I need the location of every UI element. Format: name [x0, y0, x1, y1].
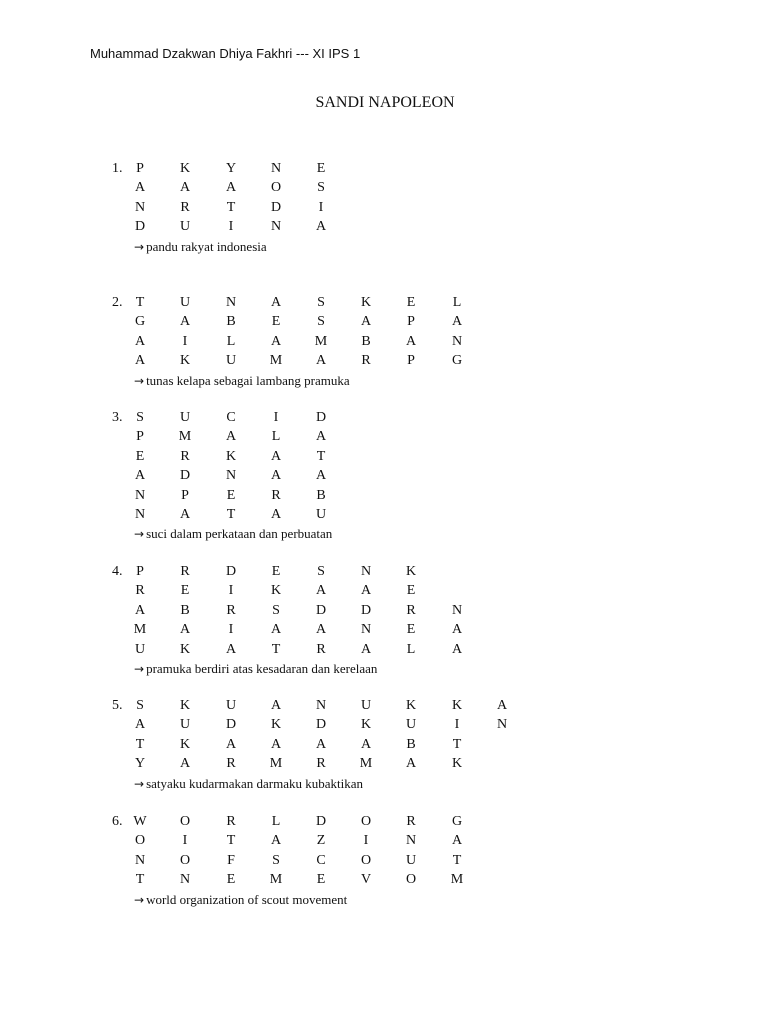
cipher-row	[0, 178, 768, 197]
cipher-row	[0, 312, 768, 331]
cipher-letter: P	[136, 161, 144, 176]
cipher-letter: U	[179, 717, 191, 733]
right-arrow-icon: →	[134, 239, 145, 254]
cipher-row	[0, 851, 768, 870]
cipher-letter: A	[225, 736, 237, 752]
cipher-letter: E	[406, 295, 416, 310]
cipher-row	[0, 447, 768, 466]
cipher-letter: P	[181, 487, 189, 503]
cipher-letter: A	[451, 641, 463, 657]
cipher-letter: A	[134, 333, 146, 349]
cipher-letter: L	[406, 641, 416, 657]
author-line: Muhammad Dzakwan Dhiya Fakhri --- XI IPS 1	[90, 46, 361, 61]
cipher-row	[0, 601, 768, 620]
cipher-letter: A	[179, 507, 191, 522]
cipher-letter: V	[360, 872, 372, 888]
answer-text: pandu rakyat indonesia	[146, 238, 267, 254]
cipher-letter: A	[360, 641, 372, 657]
cipher-letter: T	[135, 736, 145, 752]
cipher-row	[0, 562, 768, 581]
cipher-letter: A	[315, 736, 327, 752]
cipher-letter: A	[360, 583, 372, 599]
cipher-letter: I	[454, 717, 460, 733]
cipher-letter: A	[225, 180, 237, 196]
cipher-letter: O	[405, 872, 417, 888]
answer-text: satyaku kudarmakan darmaku kubaktikan	[146, 775, 364, 791]
cipher-letter: N	[225, 295, 237, 310]
cipher-row	[0, 332, 768, 351]
cipher-letter: K	[405, 698, 417, 713]
cipher-letter: K	[179, 698, 191, 713]
cipher-letter: T	[226, 833, 236, 849]
cipher-letter: A	[315, 583, 327, 599]
cipher-row	[0, 427, 768, 446]
cipher-letter: A	[405, 756, 417, 772]
cipher-letter: E	[271, 314, 281, 330]
cipher-letter: R	[406, 814, 416, 829]
cipher-letter: U	[405, 717, 417, 733]
answer-text: world organization of scout movement	[146, 891, 348, 907]
cipher-letter: R	[180, 448, 190, 464]
decoded-answer	[134, 237, 267, 256]
cipher-row	[0, 293, 768, 312]
cipher-letter: K	[451, 756, 463, 772]
cipher-letter: A	[451, 622, 463, 638]
cipher-letter: N	[134, 199, 146, 215]
cipher-letter: S	[317, 314, 325, 330]
cipher-row	[0, 581, 768, 600]
cipher-letter: A	[179, 622, 191, 638]
cipher-letter: M	[269, 353, 283, 369]
cipher-letter: R	[226, 602, 236, 618]
decoded-answer	[134, 890, 347, 909]
cipher-letter: S	[136, 410, 144, 425]
cipher-letter: A	[270, 468, 282, 484]
cipher-letter: A	[134, 717, 146, 733]
cipher-letter: A	[315, 219, 327, 235]
cipher-letter: K	[179, 161, 191, 176]
cipher-letter: K	[451, 698, 463, 713]
right-arrow-icon: →	[134, 527, 145, 542]
cipher-letter: K	[360, 717, 372, 733]
cipher-letter: T	[452, 736, 462, 752]
cipher-letter: E	[271, 564, 281, 579]
cipher-letter: C	[316, 852, 326, 868]
cipher-letter: K	[179, 641, 191, 657]
cipher-letter: K	[179, 353, 191, 369]
cipher-letter: D	[315, 814, 327, 829]
cipher-letter: E	[316, 161, 326, 176]
cipher-letter: E	[406, 583, 416, 599]
cipher-row	[0, 620, 768, 639]
cipher-letter: N	[179, 872, 191, 888]
cipher-letter: N	[405, 833, 417, 849]
cipher-letter: M	[178, 429, 192, 445]
cipher-letter: S	[272, 602, 280, 618]
cipher-letter: N	[270, 219, 282, 235]
cipher-letter: I	[318, 199, 324, 215]
cipher-letter: G	[451, 353, 463, 369]
cipher-letter: R	[361, 353, 371, 369]
cipher-letter: A	[179, 756, 191, 772]
cipher-row	[0, 715, 768, 734]
cipher-letter: P	[407, 314, 415, 330]
cipher-row	[0, 640, 768, 659]
right-arrow-icon: →	[134, 776, 145, 791]
cipher-letter: D	[134, 219, 146, 235]
cipher-letter: A	[360, 736, 372, 752]
cipher-letter: D	[270, 199, 282, 215]
cipher-letter: S	[272, 852, 280, 868]
cipher-letter: A	[225, 429, 237, 445]
cipher-letter: A	[315, 468, 327, 484]
decoded-answer	[134, 659, 377, 678]
cipher-letter: I	[228, 583, 234, 599]
cipher-letter: E	[406, 622, 416, 638]
cipher-letter: N	[134, 507, 146, 522]
cipher-letter: A	[270, 698, 282, 713]
cipher-letter: U	[315, 507, 327, 522]
cipher-letter: G	[134, 314, 146, 330]
cipher-row	[0, 735, 768, 754]
cipher-letter: I	[182, 333, 188, 349]
answer-text: tunas kelapa sebagai lambang pramuka	[146, 372, 350, 388]
cipher-letter: U	[405, 852, 417, 868]
cipher-letter: R	[180, 199, 190, 215]
cipher-letter: B	[316, 487, 326, 503]
cipher-letter: K	[360, 295, 372, 310]
cipher-letter: Z	[316, 833, 326, 849]
cipher-letter: O	[179, 814, 191, 829]
answer-text: pramuka berdiri atas kesadaran dan kerelaan	[146, 661, 378, 676]
cipher-letter: N	[134, 852, 146, 868]
cipher-row	[0, 217, 768, 236]
cipher-letter: O	[360, 852, 372, 868]
cipher-letter: M	[269, 872, 283, 888]
cipher-row	[0, 466, 768, 485]
puzzle-number: 4.	[112, 564, 123, 579]
cipher-letter: A	[134, 602, 146, 618]
cipher-letter: K	[270, 583, 282, 599]
cipher-letter: L	[452, 295, 462, 310]
cipher-letter: N	[270, 161, 282, 176]
cipher-letter: K	[225, 448, 237, 464]
cipher-letter: A	[315, 622, 327, 638]
right-arrow-icon: →	[134, 892, 145, 907]
right-arrow-icon: →	[134, 662, 145, 676]
cipher-letter: O	[270, 180, 282, 196]
cipher-letter: K	[405, 564, 417, 579]
cipher-letter: M	[133, 622, 147, 638]
cipher-letter: P	[136, 429, 144, 445]
cipher-letter: T	[452, 852, 462, 868]
cipher-letter: O	[179, 852, 191, 868]
cipher-letter: U	[225, 353, 237, 369]
puzzle-number: 1.	[112, 161, 123, 176]
cipher-letter: N	[360, 622, 372, 638]
cipher-letter: N	[451, 602, 463, 618]
cipher-row	[0, 831, 768, 850]
cipher-row	[0, 351, 768, 370]
cipher-letter: I	[273, 410, 279, 425]
cipher-letter: T	[135, 872, 145, 888]
cipher-letter: U	[179, 295, 191, 310]
cipher-letter: A	[360, 314, 372, 330]
cipher-letter: A	[270, 295, 282, 310]
cipher-letter: E	[226, 872, 236, 888]
cipher-letter: B	[361, 333, 371, 349]
cipher-letter: R	[316, 641, 326, 657]
cipher-letter: T	[226, 507, 236, 522]
cipher-letter: R	[226, 756, 236, 772]
cipher-row	[0, 408, 768, 427]
cipher-letter: R	[271, 487, 281, 503]
cipher-letter: A	[270, 448, 282, 464]
cipher-letter: A	[134, 180, 146, 196]
cipher-letter: C	[226, 410, 236, 425]
cipher-letter: U	[179, 219, 191, 235]
cipher-letter: E	[316, 872, 326, 888]
answer-text: suci dalam perkataan dan perbuatan	[146, 526, 333, 542]
cipher-letter: T	[271, 641, 281, 657]
cipher-letter: D	[315, 717, 327, 733]
right-arrow-icon: →	[134, 373, 145, 388]
cipher-letter: Y	[225, 161, 237, 176]
cipher-letter: A	[179, 314, 191, 330]
cipher-letter: A	[496, 698, 508, 713]
cipher-letter: W	[133, 814, 147, 829]
cipher-row	[0, 812, 768, 831]
cipher-letter: R	[226, 814, 236, 829]
cipher-letter: B	[180, 602, 190, 618]
cipher-letter: O	[134, 833, 146, 849]
cipher-letter: N	[134, 487, 146, 503]
cipher-letter: M	[450, 872, 464, 888]
cipher-letter: U	[134, 641, 146, 657]
puzzle-number: 5.	[112, 698, 123, 713]
cipher-row	[0, 198, 768, 217]
cipher-row	[0, 505, 768, 524]
cipher-letter: D	[315, 602, 327, 618]
cipher-letter: D	[179, 468, 191, 484]
cipher-letter: K	[270, 717, 282, 733]
cipher-letter: D	[360, 602, 372, 618]
cipher-letter: A	[270, 622, 282, 638]
cipher-row	[0, 696, 768, 715]
cipher-letter: I	[182, 833, 188, 849]
cipher-letter: L	[271, 429, 281, 445]
cipher-letter: U	[225, 698, 237, 713]
cipher-letter: A	[225, 641, 237, 657]
puzzle-number: 3.	[112, 410, 123, 425]
cipher-letter: R	[316, 756, 326, 772]
cipher-letter: T	[316, 448, 326, 464]
cipher-row	[0, 754, 768, 773]
cipher-row	[0, 870, 768, 889]
decoded-answer	[134, 774, 363, 793]
cipher-letter: Y	[134, 756, 146, 772]
cipher-letter: A	[270, 833, 282, 849]
puzzle-number: 6.	[112, 814, 123, 829]
cipher-letter: M	[269, 756, 283, 772]
cipher-letter: P	[407, 353, 415, 369]
cipher-letter: L	[271, 814, 281, 829]
cipher-letter: P	[136, 564, 144, 579]
cipher-letter: S	[317, 564, 325, 579]
cipher-letter: T	[135, 295, 145, 310]
page-title-text: SANDI NAPOLEON	[315, 94, 455, 111]
cipher-letter: I	[228, 219, 234, 235]
cipher-letter: R	[135, 583, 145, 599]
cipher-letter: A	[134, 353, 146, 369]
puzzle-number: 2.	[112, 295, 123, 310]
cipher-letter: I	[228, 622, 234, 638]
cipher-row	[0, 159, 768, 178]
cipher-letter: N	[315, 698, 327, 713]
decoded-answer	[134, 524, 332, 543]
cipher-letter: M	[314, 333, 328, 349]
cipher-letter: S	[317, 295, 325, 310]
cipher-letter: R	[180, 564, 190, 579]
cipher-letter: D	[315, 410, 327, 425]
cipher-letter: N	[496, 717, 508, 733]
cipher-letter: D	[225, 717, 237, 733]
cipher-letter: B	[406, 736, 416, 752]
cipher-letter: D	[225, 564, 237, 579]
cipher-letter: R	[406, 602, 416, 618]
cipher-letter: A	[270, 736, 282, 752]
cipher-letter: E	[135, 448, 145, 464]
cipher-letter: T	[226, 199, 236, 215]
cipher-letter: A	[451, 314, 463, 330]
cipher-letter: L	[226, 333, 236, 349]
cipher-letter: A	[451, 833, 463, 849]
cipher-letter: A	[315, 353, 327, 369]
cipher-letter: K	[179, 736, 191, 752]
cipher-letter: O	[360, 814, 372, 829]
decoded-answer	[134, 371, 350, 390]
cipher-letter: U	[360, 698, 372, 713]
cipher-letter: A	[134, 468, 146, 484]
cipher-letter: N	[225, 468, 237, 484]
cipher-letter: G	[451, 814, 463, 829]
cipher-letter: I	[363, 833, 369, 849]
cipher-letter: E	[180, 583, 190, 599]
cipher-letter: B	[226, 314, 236, 330]
cipher-letter: N	[360, 564, 372, 579]
cipher-letter: A	[405, 333, 417, 349]
cipher-letter: A	[179, 180, 191, 196]
cipher-letter: S	[317, 180, 325, 196]
cipher-row	[0, 486, 768, 505]
cipher-letter: A	[270, 507, 282, 522]
cipher-letter: F	[227, 852, 235, 868]
cipher-letter: A	[315, 429, 327, 445]
cipher-letter: S	[136, 698, 144, 713]
cipher-letter: A	[270, 333, 282, 349]
cipher-letter: U	[179, 410, 191, 425]
cipher-letter: E	[226, 487, 236, 503]
cipher-letter: M	[359, 756, 373, 772]
cipher-letter: N	[451, 333, 463, 349]
page-title	[0, 94, 768, 112]
